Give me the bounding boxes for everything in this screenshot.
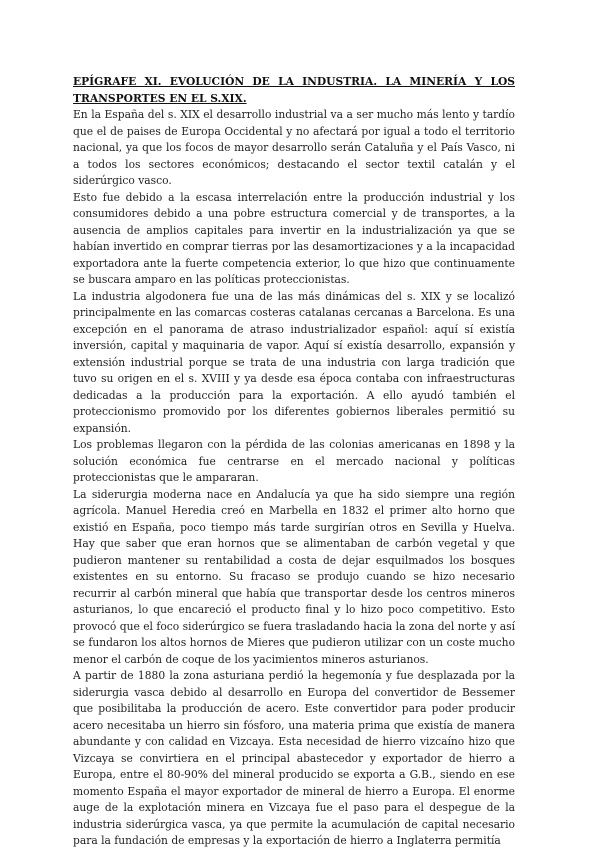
paragraph-basque-steel: A partir de 1880 la zona asturiana perdió la hegemonía y fue desplazada por la siderurgia vasca debido al desarrollo en Europa del convertidor de Bessemer que posibilitaba la producción de acero. Este convertidor para poder producir acero necesitaba un hierro sin fósforo, una materia prima que existía de manera abundante y con calidad en Vizcaya. Esta necesidad de hierro vizcaíno hizo que Vizcaya se convirtiera en el principal abastecedor y exportador de hierro a Europa, entre el 80-90% del mineral producido se exporta a G.B., siendo en ese momento España el mayor exportador de mineral de hierro a Europa. El enorme auge de la explotación minera en Vizcaya fue el paso para el despegue de la industria siderúrgica vasca, ya que permite la acumulación de capital necesario para la fundación de empresas y la exportación de hierro a Inglaterra permitía: [73, 669, 515, 847]
document-page: [73, 74, 515, 850]
paragraph-industrial-delay: En la España del s. XIX el desarrollo industrial va a ser mucho más lento y tardío que el de paises de Europa Occidental y no afectará por igual a todo el territorio nacional, ya que los focos de mayor desarrollo serán Cataluña y el País Vasco, ni a todos los sectores económicos; destacando el sector textil catalán y el siderúrgico vasco.: [73, 108, 515, 187]
paragraph-andalusian-steel: La siderurgia moderna nace en Andalucía ya que ha sido siempre una región agrícola. Manuel Heredia creó en Marbella en 1832 el primer alto horno que existió en España, poco tiempo más tarde surgirían otros en Sevilla y Huelva. Hay que saber que eran hornos que se alimentaban de carbón vegetal y que pudieron mantener su rentabilidad a costa de dejar esquilmados los bosques existentes en su entorno. Su fracaso se produjo cuando se hizo necesario recurrir al carbón mineral que había que transportar desde los centros mineros asturianos, lo que encareció el producto final y lo hizo poco competitivo. Esto provocó que el foco siderúrgico se fuera trasladando hacia la zona del norte y así se fundaron los altos hornos de Mieres que pudieron utilizar con un coste mucho menor el carbón de coque de los yacimientos mineros asturianos.: [73, 487, 515, 666]
paragraph-causes: Esto fue debido a la escasa interrelación entre la producción industrial y los consumidores debido a una pobre estructura comercial y de transportes, a la ausencia de amplios capitales para invertir en la industrialización ya que se habían invertido en comprar tierras por las desamortizaciones y a la incapacidad exportadora ante la fuerte competencia exterior, lo que hizo que continuamente se buscara amparo en las políticas proteccionistas.: [73, 190, 515, 286]
document-title: EPÍGRAFE XI. EVOLUCIÓN DE LA INDUSTRIA. LA MINERÍA Y LOS TRANSPORTES EN EL S.XIX.: [73, 75, 515, 105]
paragraph-cotton-industry: La industria algodonera fue una de las más dinámicas del s. XIX y se localizó principalmente en las comarcas costeras catalanas cercanas a Barcelona. Es una excepción en el panorama de atraso industrializador español: aquí sí existía inversión, capital y maquinaria de vapor. Aquí sí existía desarrollo, expansión y extensión industrial porque se trata de una industria con larga tradición que tuvo su origen en el s. XVIII y ya desde esa época contaba con infraestructuras dedicadas a la producción para la exportación. A ello ayudó también el proteccionismo promovido por los diferentes gobiernos liberales permitió su expansión.: [73, 289, 515, 435]
paragraph-colonies-loss: Los problemas llegaron con la pérdida de las colonias americanas en 1898 y la solución económica fue centrarse en el mercado nacional y políticas proteccionistas que le ampararan.: [73, 438, 515, 484]
